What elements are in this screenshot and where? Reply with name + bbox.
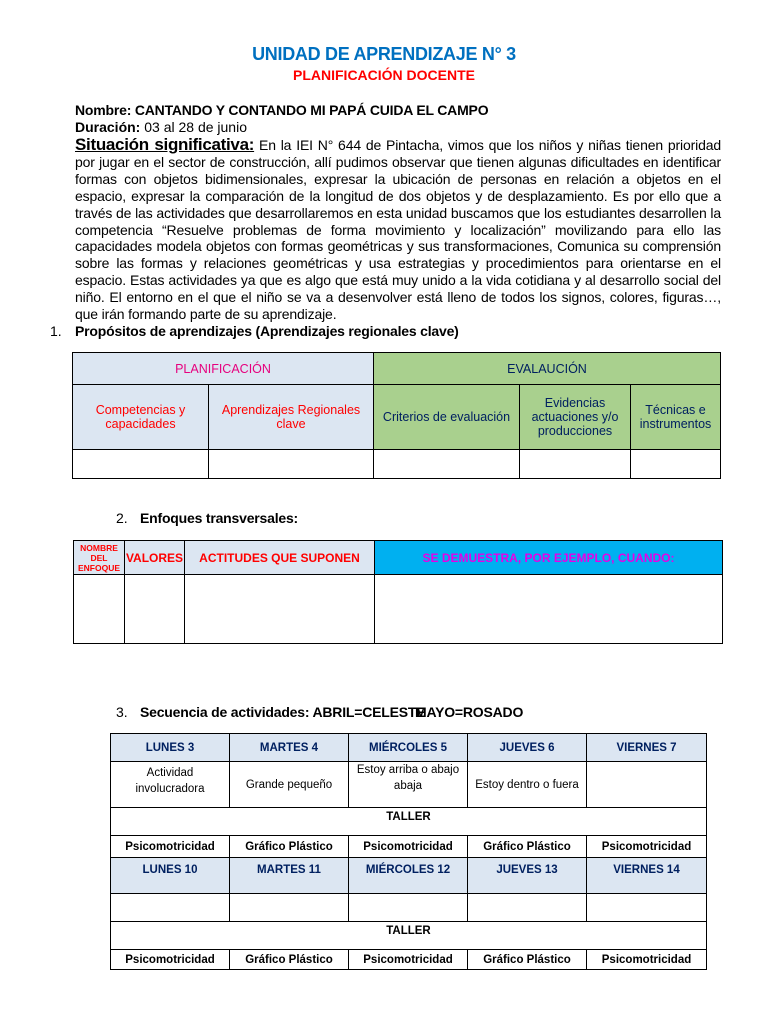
activity-cell: Grande pequeño	[230, 762, 349, 808]
empty-cell	[374, 450, 520, 479]
activity-cell	[587, 762, 707, 808]
section1-title: Propósitos de aprendizajes (Aprendizajes regionales clave)	[75, 323, 459, 339]
empty-cell	[185, 575, 375, 644]
activity-cell	[230, 894, 349, 922]
taller-cell: Gráfico Plástico	[230, 836, 349, 858]
evidencias-header: Evidencias actuaciones y/o producciones	[520, 385, 631, 450]
day-header: MARTES 4	[230, 734, 349, 762]
taller-cell: Psicomotricidad	[587, 836, 707, 858]
taller-cell: Psicomotricidad	[111, 950, 230, 970]
empty-cell	[73, 450, 209, 479]
duration-value: 03 al 28 de junio	[140, 119, 247, 135]
duration-label: Duración:	[75, 119, 141, 135]
activity-cell	[587, 894, 707, 922]
day-header: JUEVES 6	[468, 734, 587, 762]
empty-cell	[209, 450, 374, 479]
day-header: VIERNES 14	[587, 858, 707, 894]
taller-row: TALLER	[111, 808, 707, 836]
taller-cell: Gráfico Plástico	[468, 836, 587, 858]
day-header: LUNES 10	[111, 858, 230, 894]
activity-cell	[111, 894, 230, 922]
situation-label: Situación significativa:	[75, 135, 255, 154]
activity-cell: Actividad involucradora	[111, 762, 230, 808]
empty-cell	[125, 575, 185, 644]
unit-name: Nombre: CANTANDO Y CONTANDO MI PAPÁ CUIDA EL CAMPO	[75, 102, 489, 118]
taller-cell: Psicomotricidad	[349, 950, 468, 970]
day-header: MARTES 11	[230, 858, 349, 894]
actitudes-header: ACTITUDES QUE SUPONEN	[185, 541, 375, 575]
empty-cell	[74, 575, 125, 644]
taller-cell: Psicomotricidad	[587, 950, 707, 970]
page-subtitle: PLANIFICACIÓN DOCENTE	[293, 67, 475, 83]
section2-number: 2.	[116, 510, 128, 526]
taller-cell: Gráfico Plástico	[230, 950, 349, 970]
day-header: LUNES 3	[111, 734, 230, 762]
purposes-table	[72, 352, 721, 479]
day-header: MIÉRCOLES 5	[349, 734, 468, 762]
empty-cell	[375, 575, 723, 644]
activity-cell	[349, 894, 468, 922]
nombre-enfoque-header: NOMBRE DEL ENFOQUE	[74, 541, 125, 575]
page-title: UNIDAD DE APRENDIZAJE N° 3	[252, 44, 516, 64]
taller-row: TALLER	[111, 922, 707, 950]
situation-paragraph	[75, 137, 721, 323]
tecnicas-header: Técnicas e instrumentos	[631, 385, 721, 450]
section1-number: 1.	[50, 323, 62, 339]
section3-number: 3.	[116, 704, 128, 720]
day-header: JUEVES 13	[468, 858, 587, 894]
section3-title: Secuencia de actividades: ABRIL=CELESTE	[140, 704, 426, 720]
taller-cell: Psicomotricidad	[111, 836, 230, 858]
competencias-header: Competencias y capacidades	[73, 385, 209, 450]
activity-cell: Estoy arriba o abajo abaja	[349, 762, 468, 808]
section3-title2: MAYO=ROSADO	[415, 704, 524, 720]
criterios-header: Criterios de evaluación	[374, 385, 520, 450]
taller-cell: Psicomotricidad	[349, 836, 468, 858]
demuestra-header: SE DEMUESTRA, POR EJEMPLO, CUANDO:	[375, 541, 723, 575]
duration	[75, 119, 247, 135]
evaluacion-header: EVALAUCIÓN	[374, 353, 721, 385]
day-header: VIERNES 7	[587, 734, 707, 762]
situation-text: En la IEI N° 644 de Pintacha, vimos que los niños y niñas tienen prioridad por jugar en el sector de construcción, allí pudimos observar que tienen algunas dificultades en identificar formas con objetos bidimensionales, expresar la ubicación de personas en relación a objetos en el espacio, expresar la comparación de la longitud de dos objetos y de desplazamiento. Es por ello que a través de las actividades que desarrollaremos en esta unidad buscamos que los estudiantes desarrollen la competencia “Resuelve problemas de forma movimiento y localización” movilizando para ello las capacidades modela objetos con formas geométricas y sus transformaciones, Comunica su comprensión sobre las formas y relaciones geométricas y usa estrategias y procedimientos para orientarse en el espacio. Estas actividades ya que es algo que está muy unido a la vida cotidiana y al desarrollo social del niño. El entorno en el que el niño se va a desenvolver está lleno de todos los signos, colores, figuras…, que irán formando parte de su aprendizaje.	[75, 137, 721, 323]
valores-header: VALORES	[125, 541, 185, 575]
activity-cell: Estoy dentro o fuera	[468, 762, 587, 808]
activity-cell	[468, 894, 587, 922]
aprendizajes-header: Aprendizajes Regionales clave	[209, 385, 374, 450]
day-header: MIÉRCOLES 12	[349, 858, 468, 894]
activities-table	[110, 733, 707, 970]
empty-cell	[631, 450, 721, 479]
empty-cell	[520, 450, 631, 479]
planificacion-header: PLANIFICACIÓN	[73, 353, 374, 385]
enfoques-table	[73, 540, 723, 644]
taller-cell: Gráfico Plástico	[468, 950, 587, 970]
section2-title: Enfoques transversales:	[140, 510, 299, 526]
